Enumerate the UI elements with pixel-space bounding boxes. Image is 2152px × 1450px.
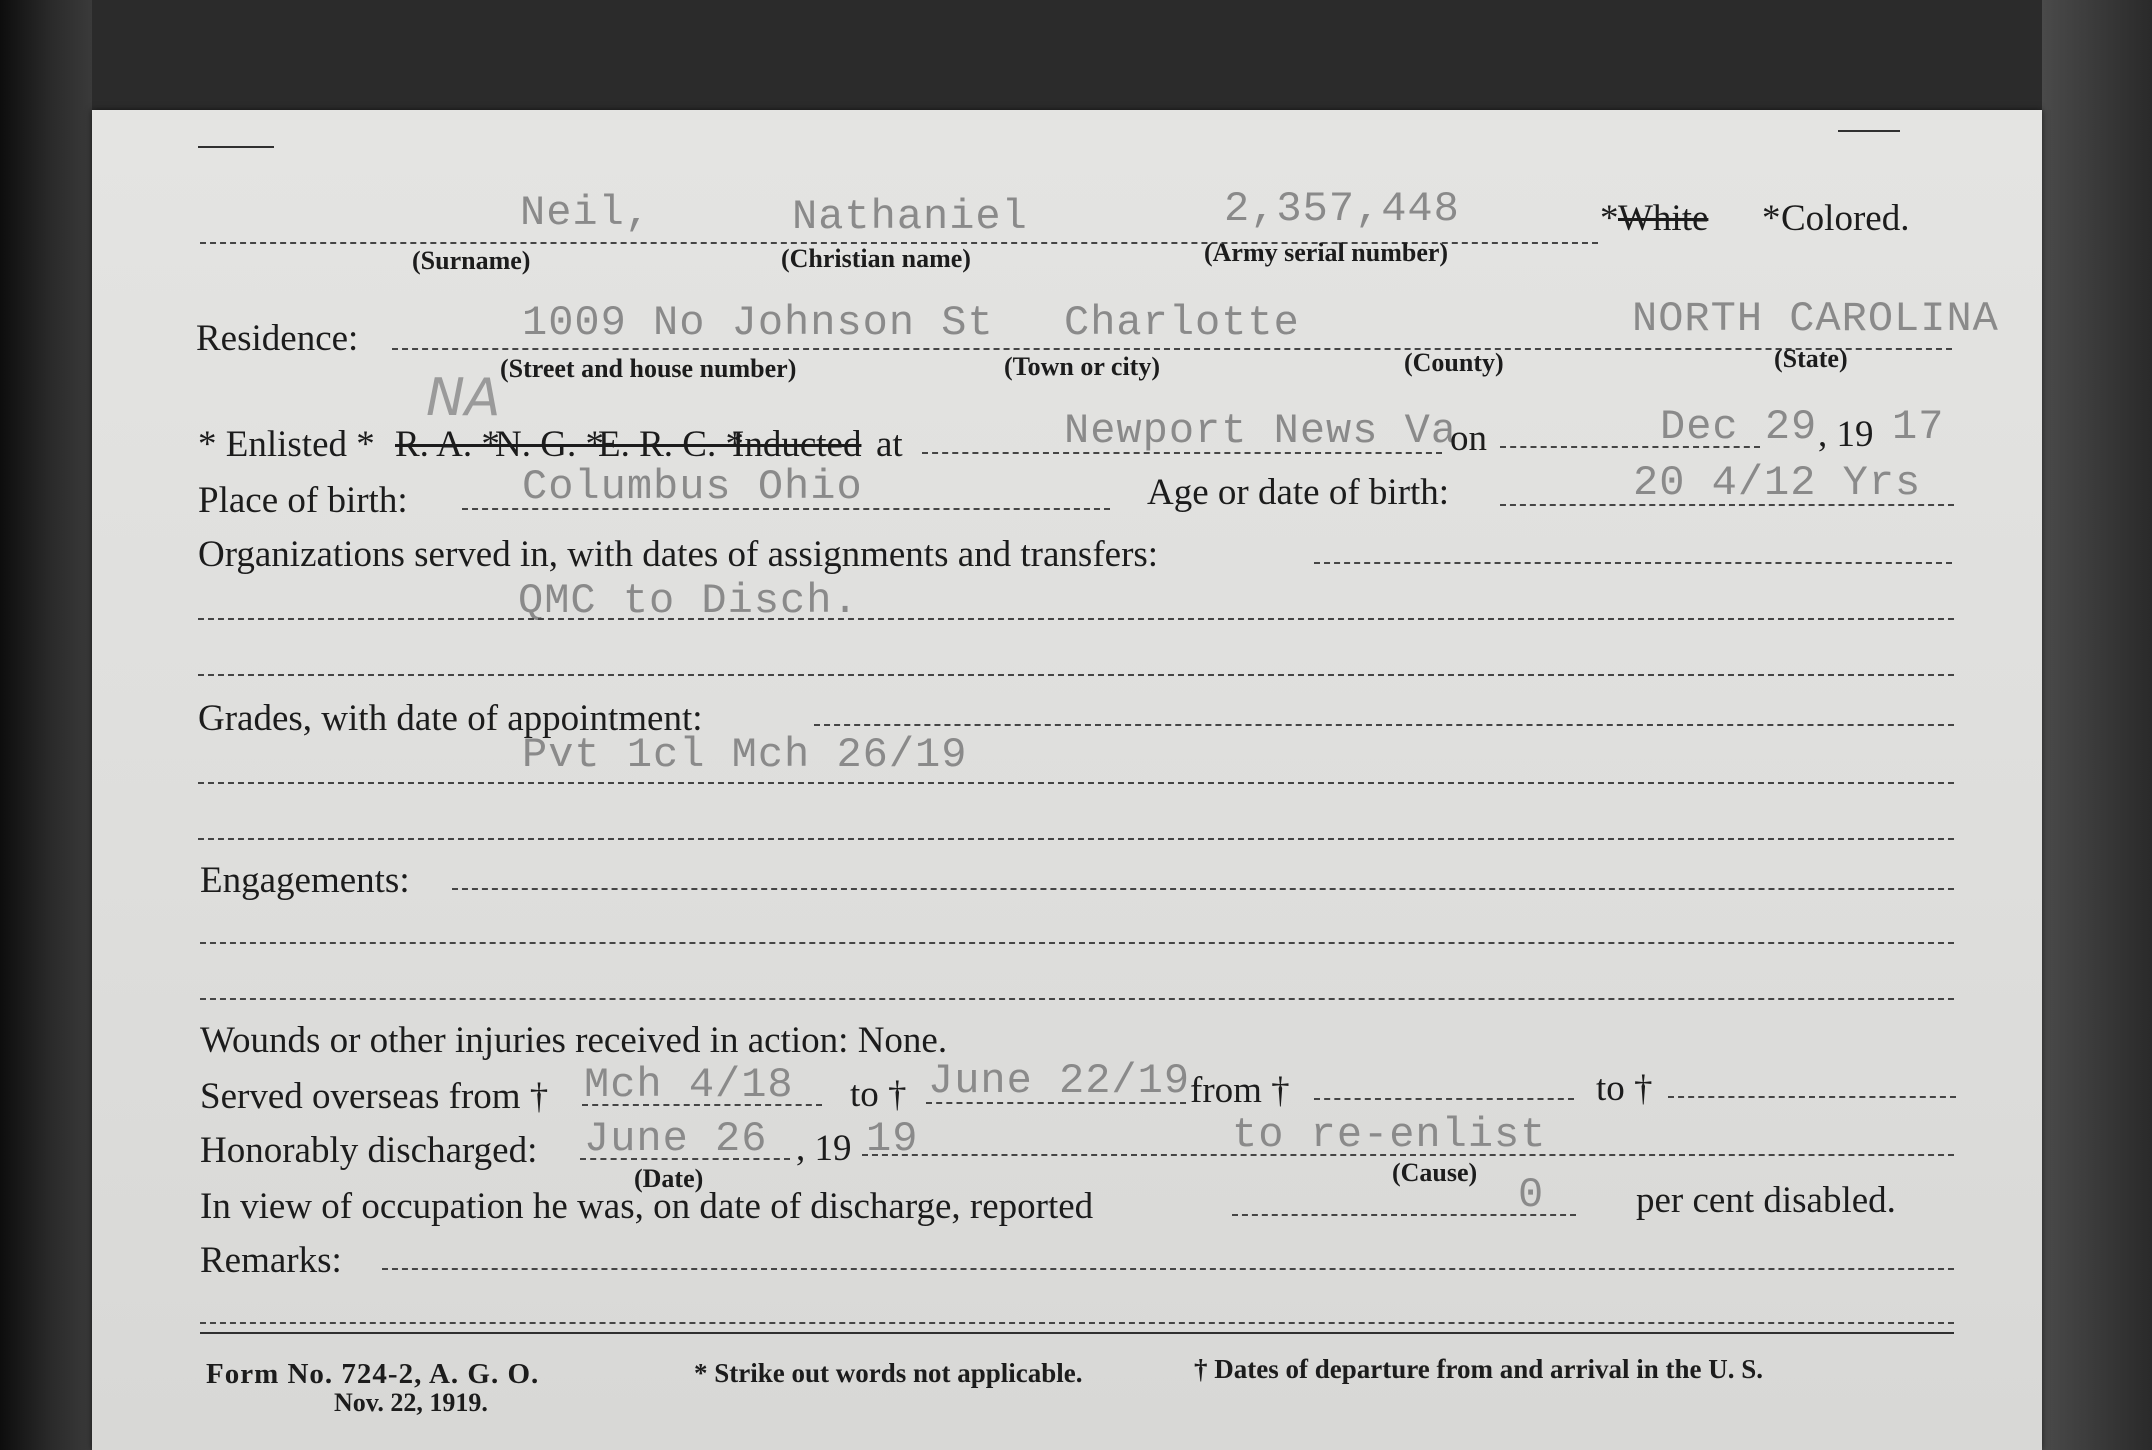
overseas-from: Mch 4/18 (584, 1061, 794, 1109)
discharge-date-line (580, 1158, 790, 1160)
form-number: Form No. 724-2, A. G. O. (206, 1358, 540, 1390)
residence-line (392, 348, 1952, 350)
grades-line-2 (198, 838, 1954, 840)
discharge-cause-line (862, 1154, 1954, 1156)
birth-place-line (462, 508, 1110, 510)
strike-out-note: * Strike out words not applicable. (694, 1358, 1083, 1388)
dates-note: † Dates of departure from and arrival in the U. S. (1194, 1354, 1763, 1384)
enlisted-at: at (876, 424, 903, 465)
christian-name-value: Nathaniel (792, 193, 1028, 241)
record-card (92, 110, 2042, 1450)
overseas-label: Served overseas from † (200, 1076, 549, 1117)
race-white-struck: White (1618, 198, 1709, 239)
disability-suffix: per cent disabled. (1636, 1180, 1896, 1221)
age-value: 20 4/12 Yrs (1633, 459, 1922, 507)
residence-label: Residence: (196, 318, 359, 359)
enlisted-year: 17 (1892, 403, 1945, 451)
discharge-label: Honorably discharged: (200, 1130, 538, 1171)
remarks-line-0 (382, 1268, 1954, 1270)
birth-place-label: Place of birth: (198, 480, 408, 521)
grades-label: Grades, with date of appointment: (198, 698, 703, 739)
residence-state: NORTH CAROLINA (1632, 295, 1999, 343)
disability-label: In view of occupation he was, on date of discharge, reported (200, 1186, 1094, 1227)
enlisted-inducted: Inducted (732, 424, 862, 465)
remarks-line-1 (200, 1322, 1954, 1324)
serial-number-caption: (Army serial number) (1204, 238, 1449, 267)
enlisted-ra: R. A. * (395, 424, 500, 465)
enlisted-date-line (1500, 446, 1760, 448)
grades-line-0 (814, 724, 1954, 726)
organizations-value: QMC to Disch. (518, 577, 859, 625)
enlisted-place: Newport News Va (1064, 407, 1458, 455)
top-right-rule (1838, 130, 1900, 132)
organizations-line-0 (1314, 562, 1952, 564)
race-star-2: * (1762, 198, 1781, 239)
overseas-to2-line (1668, 1096, 1956, 1098)
town-caption: (Town or city) (1004, 352, 1160, 381)
disability-line (1232, 1214, 1576, 1216)
enlisted-place-line (922, 452, 1442, 454)
residence-street: 1009 No Johnson St (522, 299, 994, 347)
overseas-from2-line (1314, 1098, 1574, 1100)
remarks-line-2 (200, 1332, 1954, 1334)
scan-border-right (2042, 0, 2152, 1450)
remarks-label: Remarks: (200, 1240, 342, 1281)
surname-value: Neil, (520, 189, 652, 237)
enlisted-date: Dec 29 (1660, 403, 1818, 451)
organizations-line-2 (198, 674, 1954, 676)
serial-number-value: 2,357,448 (1224, 185, 1460, 233)
overseas-to-label: to † (850, 1074, 907, 1115)
discharge-date-caption: (Date) (634, 1164, 704, 1193)
enlisted-on: on (1450, 418, 1487, 459)
overseas-to2-label: to † (1596, 1068, 1653, 1109)
overseas-from-line (582, 1104, 822, 1106)
engagements-label: Engagements: (200, 860, 410, 901)
overseas-from2-label: from † (1190, 1070, 1290, 1111)
discharge-cause: to re-enlist (1232, 1111, 1547, 1159)
discharge-cause-caption: (Cause) (1392, 1158, 1478, 1187)
engagements-line-1 (200, 942, 1954, 944)
christian-name-caption: (Christian name) (781, 244, 971, 273)
discharge-year: 19 (866, 1115, 919, 1163)
race-colored: Colored. (1781, 198, 1910, 239)
form-date: Nov. 22, 1919. (334, 1388, 488, 1417)
engagements-line-0 (452, 888, 1954, 890)
surname-caption: (Surname) (412, 246, 531, 275)
wounds-text: Wounds or other injuries received in action: None. (200, 1020, 948, 1061)
age-line (1500, 504, 1954, 506)
organizations-label: Organizations served in, with dates of assignments and transfers: (198, 534, 1159, 575)
overseas-to-line (926, 1102, 1186, 1104)
residence-town: Charlotte (1064, 299, 1300, 347)
street-caption: (Street and house number) (500, 354, 797, 383)
discharge-year-prefix: , 19 (796, 1128, 852, 1169)
grades-line-1 (198, 782, 1954, 784)
disability-value: 0 (1518, 1171, 1545, 1219)
birth-place-value: Columbus Ohio (522, 463, 863, 511)
county-caption: (County) (1404, 348, 1504, 377)
age-label: Age or date of birth: (1147, 472, 1450, 513)
scan-border-left (0, 0, 92, 1450)
overseas-to: June 22/19 (928, 1057, 1191, 1105)
enlisted-erc: E. R. C. * (598, 424, 744, 465)
state-caption: (State) (1774, 344, 1848, 373)
enlisted-label: * Enlisted * (198, 424, 375, 465)
handwritten-note: NA (426, 368, 501, 428)
discharge-date: June 26 (584, 1115, 768, 1163)
race-star-1: * (1600, 198, 1619, 239)
enlisted-year-prefix: , 19 (1818, 414, 1874, 455)
engagements-line-2 (200, 998, 1954, 1000)
enlisted-ng: N. G. * (495, 424, 604, 465)
grades-value: Pvt 1cl Mch 26/19 (522, 731, 968, 779)
organizations-line-1 (198, 618, 1954, 620)
top-left-rule (198, 146, 274, 148)
